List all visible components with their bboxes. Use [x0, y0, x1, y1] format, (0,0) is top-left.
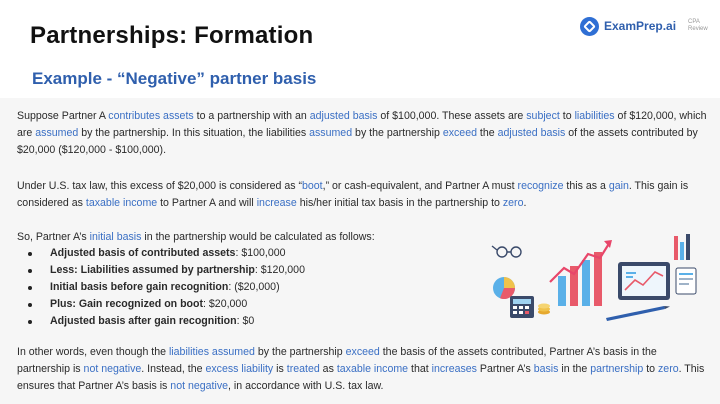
coins-icon	[538, 304, 550, 315]
calculation-item	[25, 313, 305, 330]
glasses-icon	[492, 246, 521, 257]
highlighted-term: subject	[526, 110, 560, 122]
calculation-label: Initial basis before gain recognition	[50, 281, 229, 293]
tablet-icon	[618, 262, 670, 300]
text-run: of $100,000. These assets are	[377, 110, 527, 122]
highlighted-term: recognize	[517, 180, 564, 192]
highlighted-term: taxable income	[336, 363, 409, 375]
calculation-list	[25, 245, 305, 330]
highlighted-term: gain	[608, 180, 629, 192]
highlighted-term: adjusted basis	[309, 110, 378, 122]
examprep-logo-icon	[580, 17, 599, 36]
highlighted-term: increases	[431, 363, 477, 375]
text-run: the basis of the assets contributed, Partner A’s basis in the partnership is	[17, 346, 657, 375]
text-run: by the partnership	[352, 127, 443, 139]
logo-tagline: CPA Review	[688, 19, 708, 32]
calculation-value: : ($20,000)	[228, 281, 280, 293]
highlighted-term: zero	[658, 363, 679, 375]
text-run: in the	[558, 363, 591, 375]
calculation-value: : $0	[236, 315, 255, 327]
calculation-item	[25, 262, 305, 279]
text-run: Suppose Partner A	[17, 110, 109, 122]
text-run: , in accordance with U.S. tax law.	[228, 380, 384, 392]
calculation-label: Plus: Gain recognized on boot	[50, 298, 204, 310]
highlighted-term: exceed	[345, 346, 380, 358]
highlighted-term: assumed	[309, 127, 353, 139]
text-run: in the partnership would be calculated as follows:	[141, 231, 375, 243]
calculator-icon	[510, 296, 534, 318]
paragraph-conclusion	[17, 344, 707, 395]
finance-charts-illustration	[488, 232, 698, 324]
highlighted-term: treated	[286, 363, 320, 375]
calculation-value: : $100,000	[235, 247, 286, 259]
bar-chart-icon	[550, 240, 612, 306]
text-run: . This ensures that Partner A’s basis is	[17, 363, 705, 392]
text-run: . Instead, the	[141, 363, 206, 375]
paragraph-boot	[17, 178, 707, 212]
examprep-logo	[580, 15, 718, 37]
highlighted-term: taxable income	[85, 197, 158, 209]
text-run: In other words, even though the	[17, 346, 169, 358]
highlighted-term: boot	[302, 180, 323, 192]
paragraph-intro	[17, 108, 707, 159]
text-run: So, Partner A’s	[17, 231, 90, 243]
calculation-item	[25, 296, 305, 313]
text-run: ,” or cash-equivalent, and Partner A must	[322, 180, 518, 192]
text-run: to Partner A and will	[157, 197, 257, 209]
highlighted-term: adjusted basis	[497, 127, 566, 139]
calculation-label: Less: Liabilities assumed by partnership	[50, 264, 255, 276]
slide-header	[0, 0, 720, 92]
highlighted-term: excess liability	[205, 363, 274, 375]
page-title: Partnerships: Formation	[30, 22, 314, 49]
text-run: by the partnership. In this situation, the liabilities	[78, 127, 310, 139]
slide-subtitle: Example - “Negative” partner basis	[32, 69, 317, 88]
calculation-item	[25, 245, 305, 262]
calculation-item	[25, 279, 305, 296]
highlighted-term: initial basis	[89, 231, 142, 243]
text-run: that	[408, 363, 432, 375]
text-run: of $120,000, which are	[17, 110, 707, 139]
highlighted-term: partnership	[590, 363, 644, 375]
highlighted-term: exceed	[442, 127, 477, 139]
calculation-label: Adjusted basis of contributed assets	[50, 247, 236, 259]
text-run: .	[523, 197, 527, 209]
text-run: Partner A’s	[476, 363, 534, 375]
text-run: his/her initial tax basis in the partnership to	[296, 197, 503, 209]
text-run: to	[559, 110, 575, 122]
highlighted-term: basis	[533, 363, 559, 375]
text-run: by the partnership	[254, 346, 346, 358]
documents-icon	[674, 234, 696, 294]
calculation-value: : $120,000	[254, 264, 305, 276]
text-run: to a partnership with an	[193, 110, 310, 122]
highlighted-term: not negative	[170, 380, 229, 392]
text-run: is	[273, 363, 287, 375]
calculation-value: : $20,000	[203, 298, 248, 310]
highlighted-term: liabilities assumed	[168, 346, 255, 358]
logo-name: ExamPrep.ai	[604, 19, 677, 33]
text-run: this as a	[563, 180, 609, 192]
text-run: the	[476, 127, 498, 139]
text-run: Under U.S. tax law, this excess of $20,000 is considered as “	[17, 180, 302, 192]
highlighted-term: contributes assets	[108, 110, 194, 122]
calculation-label: Adjusted basis after gain recognition	[50, 315, 237, 327]
highlighted-term: not negative	[83, 363, 142, 375]
text-run: of the assets contributed by $20,000 ($120,000 - $100,000).	[17, 127, 698, 156]
text-run: to	[643, 363, 658, 375]
highlighted-term: liabilities	[574, 110, 615, 122]
text-run: . This gain is considered as	[17, 180, 689, 209]
highlighted-term: increase	[256, 197, 297, 209]
highlighted-term: zero	[502, 197, 524, 209]
text-run: as	[319, 363, 337, 375]
highlighted-term: assumed	[35, 127, 79, 139]
pen-icon	[606, 306, 670, 321]
